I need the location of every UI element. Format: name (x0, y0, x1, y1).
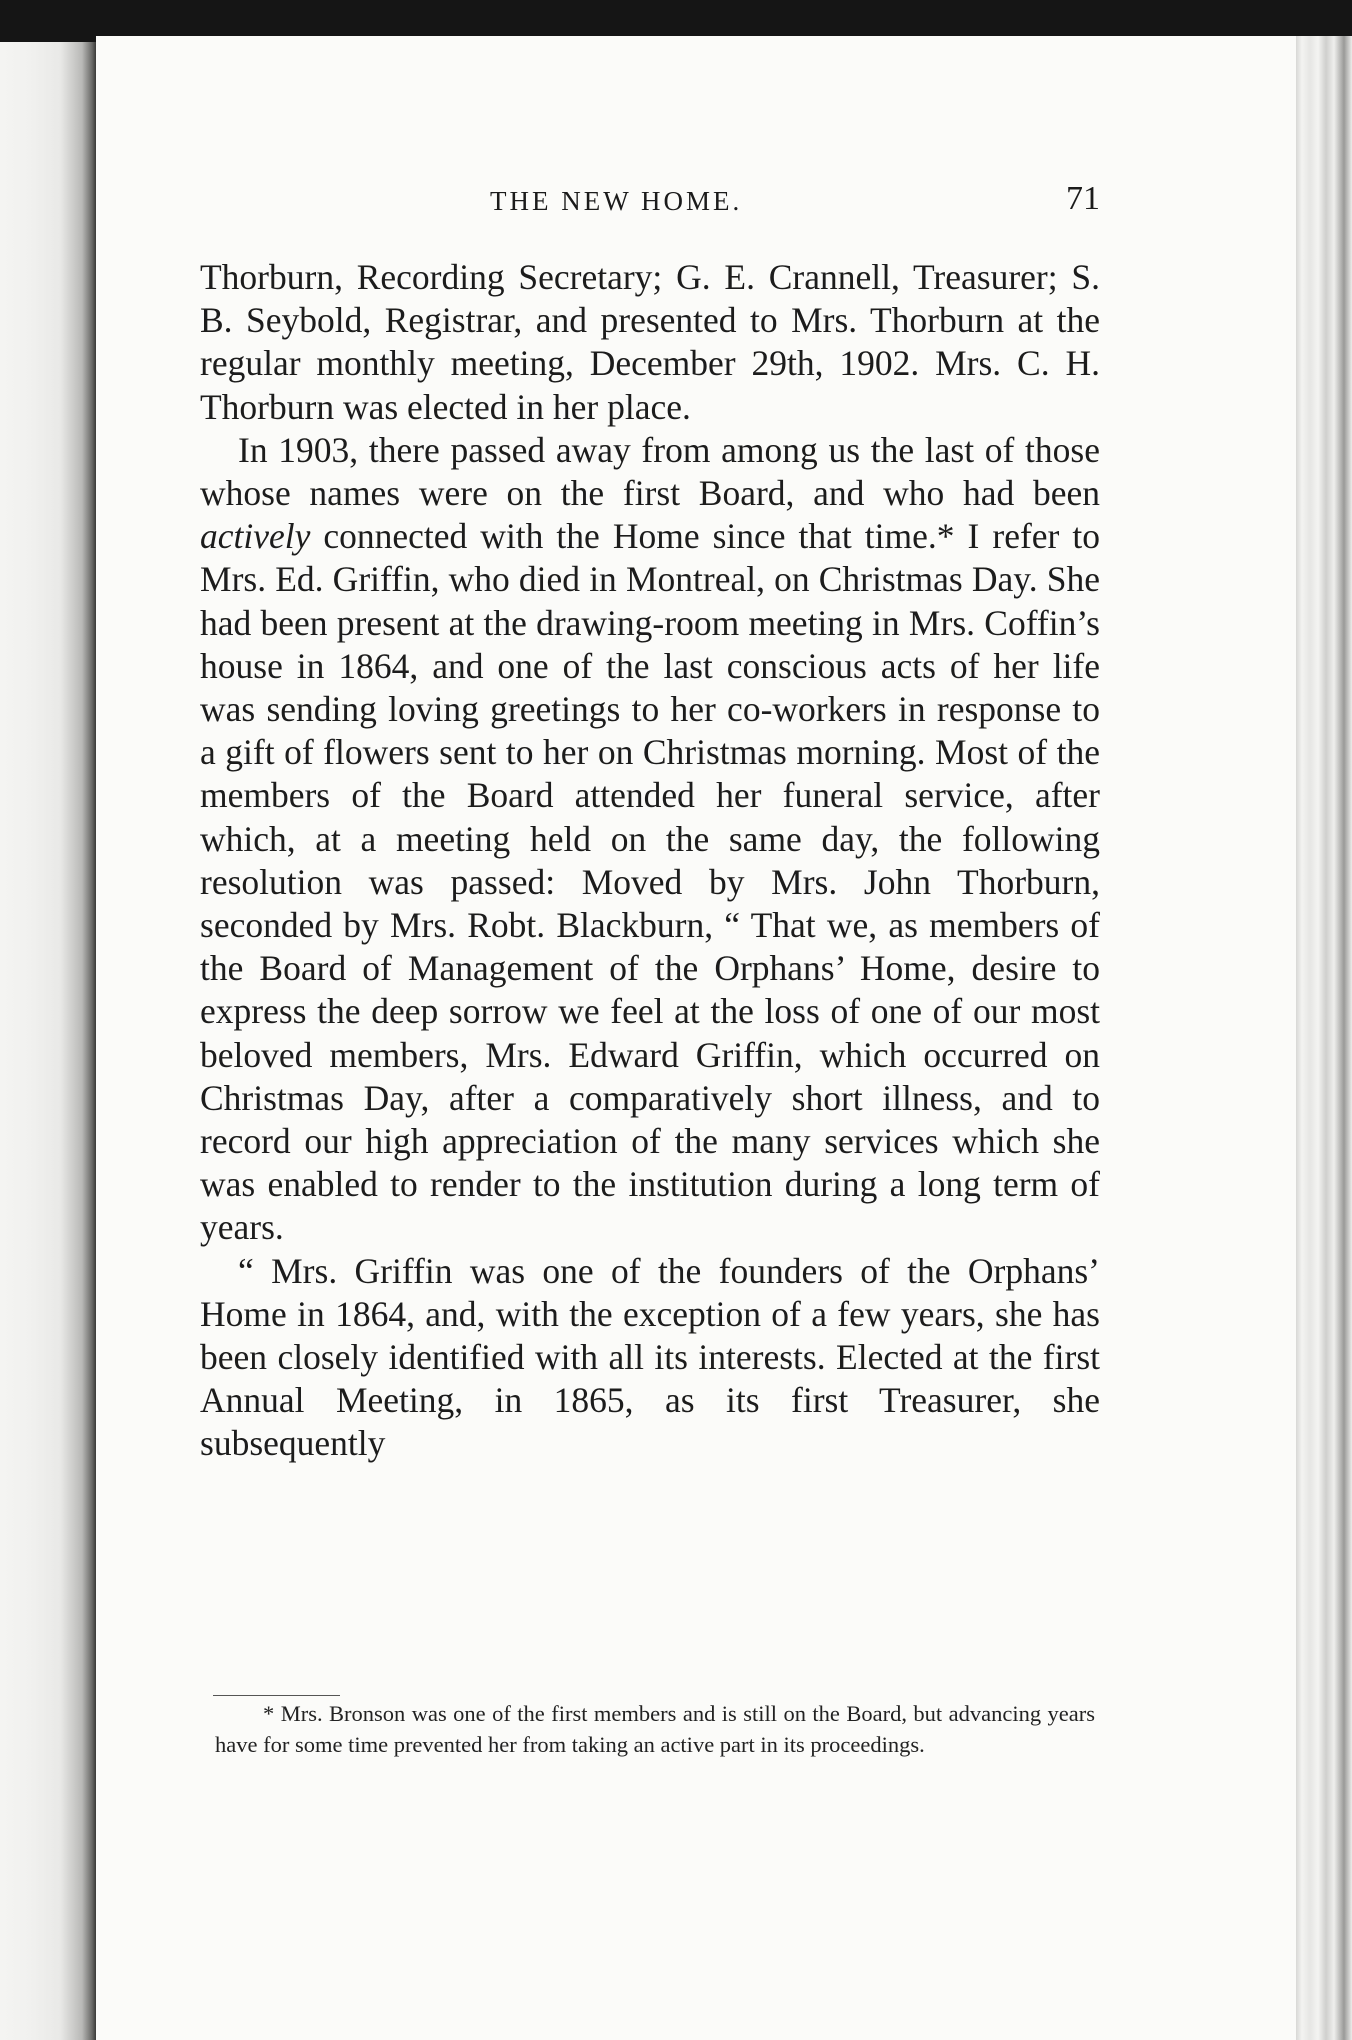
paragraph-2-italic-word: actively (200, 516, 311, 557)
page-number: 71 (1066, 180, 1100, 217)
body-text (200, 256, 1100, 1466)
running-head-title: THE NEW HOME. (490, 186, 743, 216)
paragraph-3 (200, 1250, 1100, 1466)
paragraph-2 (200, 429, 1100, 1250)
paragraph-3-text: “ Mrs. Griffin was one of the founders of the Orphans’ Home in 1864, and, with the exception of a few years, she has been closely identified with all its interests. Elected at the first Annual Meeting, in 1865, as its first Treasurer, she subsequently (200, 1250, 1100, 1464)
facing-page-edge (0, 42, 96, 2040)
footnote-rule (213, 1695, 340, 1696)
page-stack-edge (1296, 36, 1352, 2040)
paragraph-2-text-end: connected with the Home since that time.* I refer to Mrs. Ed. Griffin, who died in Montreal, on Christmas Day. She had been present at the drawing-room meeting in Mrs. Coffin’s house in 1864, and one of the last conscious acts of her life was sending loving greetings to her co-workers in response to a gift of flowers sent to her on Christmas morning. Most of the members of the Board attended her funeral service, after which, at a meeting held on the same day, the following resolution was passed: Moved by Mrs. John Thorburn, seconded by Mrs. Robt. Blackburn, “ That we, as members of the Board of Management of the Orphans’ Home, desire to express the deep sorrow we feel at the loss of one of our most beloved members, Mrs. Edward Griffin, which occurred on Christmas Day, after a comparatively short illness, and to record our high appreciation of the many services which she was enabled to render to the institution during a long term of years. (200, 516, 1100, 1248)
running-head (200, 180, 1100, 226)
paragraph-2-text-start: In 1903, there passed away from among us the last of those whose names were on the first Board, and who had been (200, 429, 1100, 514)
paragraph-1-text: Thorburn, Recording Secretary; G. E. Crannell, Treasurer; S. B. Seybold, Registrar, and presented to Mrs. Thorburn at the regular monthly meeting, December 29th, 1902. Mrs. C. H. Thorburn was elected in her place. (200, 257, 1100, 427)
paragraph-1 (200, 256, 1100, 429)
footnote (215, 1698, 1095, 1760)
footnote-text: * Mrs. Bronson was one of the first members and is still on the Board, but advancing years have for some time prevented her from taking an active part in its proceedings. (215, 1701, 1095, 1757)
